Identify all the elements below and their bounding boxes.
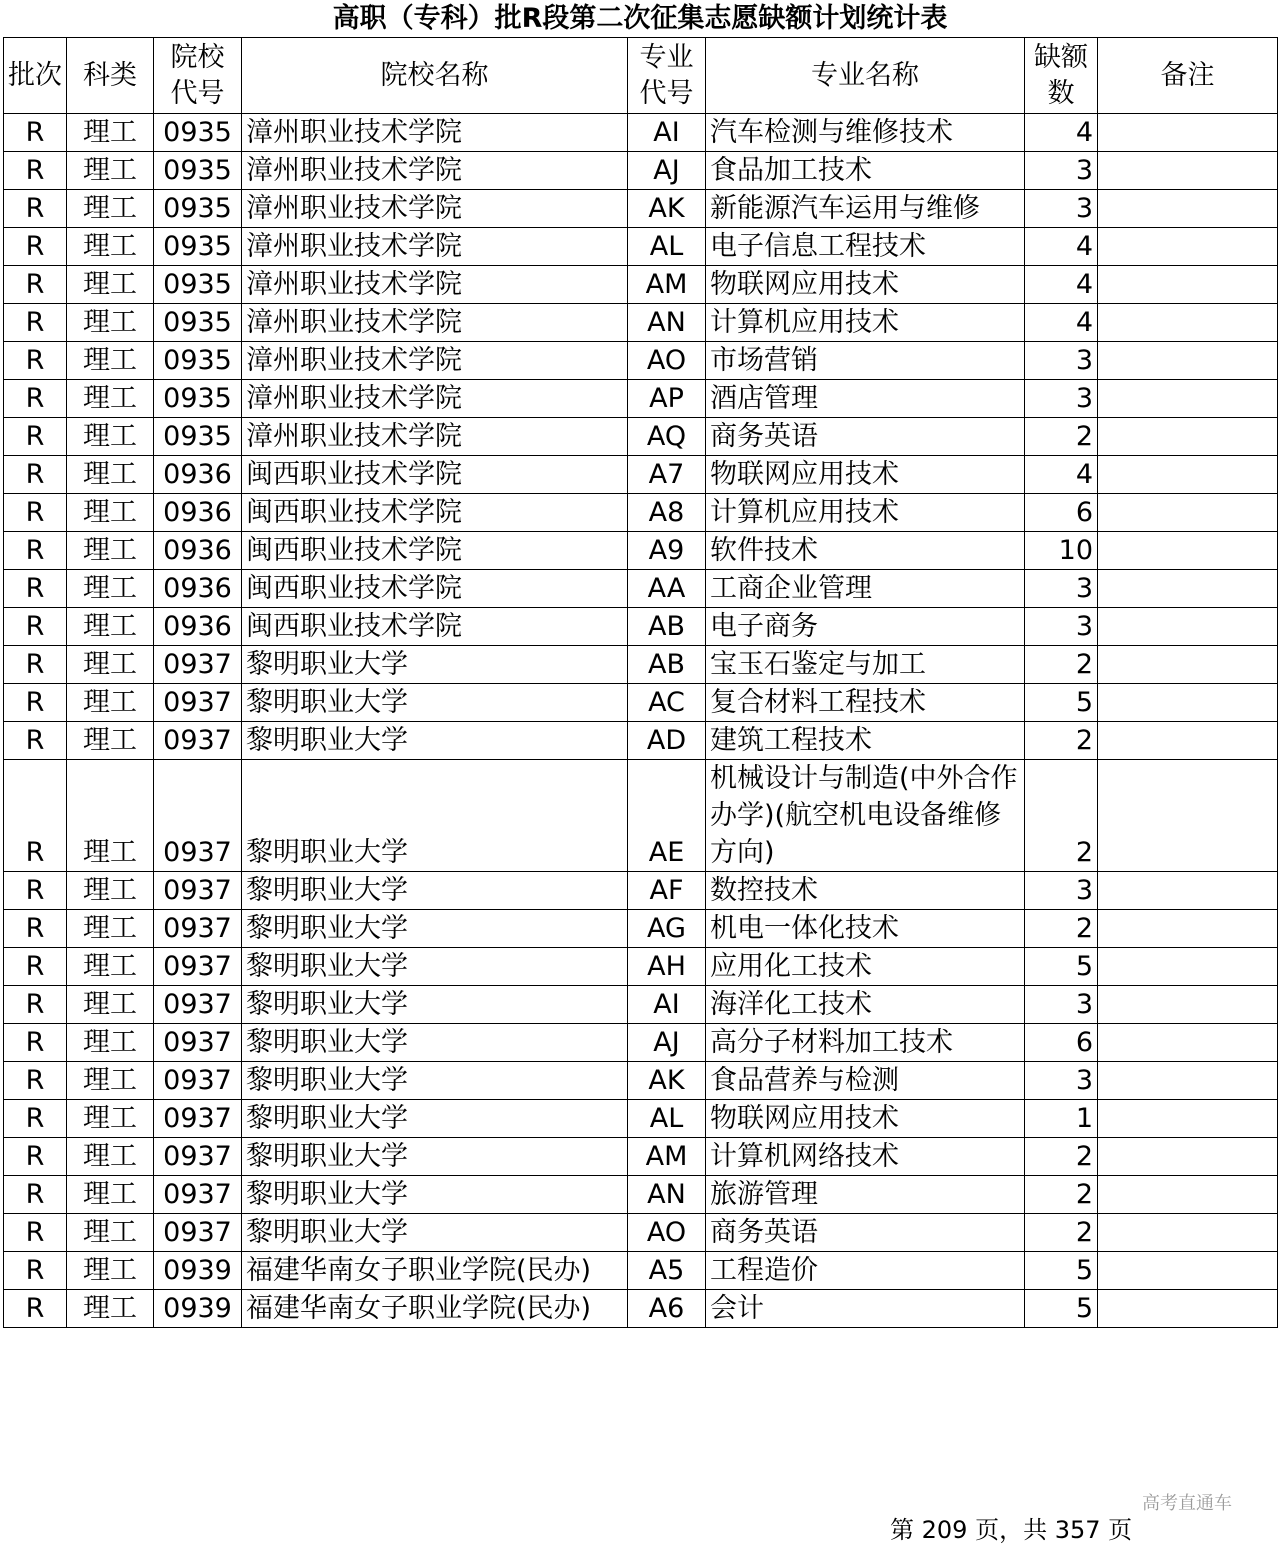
vacancy-table: [3, 37, 1278, 1328]
cell-category: 理工: [67, 1252, 154, 1290]
cell-batch: R: [4, 684, 67, 722]
cell-major-code: AM: [628, 1138, 706, 1176]
cell-vacancies: 1: [1025, 1100, 1098, 1138]
cell-school-code: 0937: [154, 722, 242, 760]
cell-major-name: 应用化工技术: [706, 948, 1025, 986]
cell-major-name: 工商企业管理: [706, 570, 1025, 608]
cell-category: 理工: [67, 1214, 154, 1252]
cell-major-name: 软件技术: [706, 532, 1025, 570]
cell-major-name: 电子商务: [706, 608, 1025, 646]
cell-major-code: AO: [628, 342, 706, 380]
cell-batch: R: [4, 266, 67, 304]
table-row: [4, 646, 1278, 684]
cell-batch: R: [4, 190, 67, 228]
cell-vacancies: 4: [1025, 304, 1098, 342]
cell-school-name: 黎明职业大学: [242, 1176, 628, 1214]
cell-note: [1098, 684, 1278, 722]
cell-major-name: 计算机网络技术: [706, 1138, 1025, 1176]
cell-major-code: AH: [628, 948, 706, 986]
cell-school-name: 漳州职业技术学院: [242, 380, 628, 418]
cell-major-name: 物联网应用技术: [706, 1100, 1025, 1138]
cell-school-code: 0937: [154, 1176, 242, 1214]
cell-major-name: 商务英语: [706, 418, 1025, 456]
cell-note: [1098, 1100, 1278, 1138]
table-row: [4, 570, 1278, 608]
cell-note: [1098, 304, 1278, 342]
header-vacancies: 缺额数: [1025, 38, 1098, 114]
cell-school-code: 0935: [154, 380, 242, 418]
cell-school-code: 0937: [154, 1138, 242, 1176]
cell-major-code: AM: [628, 266, 706, 304]
cell-note: [1098, 986, 1278, 1024]
table-body: [4, 114, 1278, 1328]
table-row: [4, 190, 1278, 228]
cell-category: 理工: [67, 646, 154, 684]
cell-category: 理工: [67, 1290, 154, 1328]
cell-major-code: AK: [628, 1062, 706, 1100]
cell-school-code: 0937: [154, 872, 242, 910]
cell-category: 理工: [67, 986, 154, 1024]
cell-school-name: 黎明职业大学: [242, 760, 628, 872]
cell-category: 理工: [67, 456, 154, 494]
cell-school-code: 0937: [154, 1062, 242, 1100]
cell-major-code: AD: [628, 722, 706, 760]
table-row: [4, 152, 1278, 190]
cell-school-code: 0935: [154, 266, 242, 304]
cell-vacancies: 3: [1025, 152, 1098, 190]
cell-school-name: 黎明职业大学: [242, 872, 628, 910]
cell-major-code: AJ: [628, 152, 706, 190]
cell-note: [1098, 948, 1278, 986]
cell-note: [1098, 1176, 1278, 1214]
cell-batch: R: [4, 1100, 67, 1138]
cell-school-code: 0937: [154, 1214, 242, 1252]
table-row: [4, 1100, 1278, 1138]
table-row: [4, 608, 1278, 646]
table-row: [4, 1176, 1278, 1214]
cell-major-code: AC: [628, 684, 706, 722]
cell-batch: R: [4, 1214, 67, 1252]
cell-vacancies: 5: [1025, 948, 1098, 986]
cell-school-name: 漳州职业技术学院: [242, 114, 628, 152]
cell-school-code: 0935: [154, 342, 242, 380]
cell-major-name: 会计: [706, 1290, 1025, 1328]
table-row: [4, 380, 1278, 418]
cell-batch: R: [4, 380, 67, 418]
cell-major-name: 海洋化工技术: [706, 986, 1025, 1024]
cell-note: [1098, 418, 1278, 456]
cell-batch: R: [4, 1176, 67, 1214]
cell-school-name: 福建华南女子职业学院(民办): [242, 1252, 628, 1290]
cell-note: [1098, 1024, 1278, 1062]
cell-major-code: AB: [628, 646, 706, 684]
cell-major-code: AN: [628, 1176, 706, 1214]
cell-batch: R: [4, 304, 67, 342]
header-school-code: 院校代号: [154, 38, 242, 114]
cell-major-name: 食品加工技术: [706, 152, 1025, 190]
cell-school-name: 黎明职业大学: [242, 910, 628, 948]
table-row: [4, 722, 1278, 760]
cell-school-code: 0936: [154, 570, 242, 608]
cell-major-code: A9: [628, 532, 706, 570]
cell-batch: R: [4, 872, 67, 910]
cell-category: 理工: [67, 380, 154, 418]
cell-category: 理工: [67, 910, 154, 948]
cell-vacancies: 5: [1025, 684, 1098, 722]
cell-vacancies: 4: [1025, 228, 1098, 266]
cell-school-name: 漳州职业技术学院: [242, 418, 628, 456]
header-row: [4, 38, 1278, 114]
cell-batch: R: [4, 342, 67, 380]
cell-vacancies: 3: [1025, 872, 1098, 910]
cell-major-code: A7: [628, 456, 706, 494]
table-row: [4, 456, 1278, 494]
cell-vacancies: 3: [1025, 380, 1098, 418]
cell-batch: R: [4, 532, 67, 570]
table-row: [4, 1024, 1278, 1062]
cell-school-name: 黎明职业大学: [242, 722, 628, 760]
cell-major-name: 计算机应用技术: [706, 304, 1025, 342]
cell-school-name: 黎明职业大学: [242, 1100, 628, 1138]
cell-major-name: 物联网应用技术: [706, 456, 1025, 494]
cell-school-code: 0937: [154, 684, 242, 722]
table-row: [4, 910, 1278, 948]
cell-vacancies: 5: [1025, 1290, 1098, 1328]
cell-note: [1098, 608, 1278, 646]
cell-school-code: 0939: [154, 1290, 242, 1328]
cell-vacancies: 5: [1025, 1252, 1098, 1290]
page-title: 高职（专科）批R段第二次征集志愿缺额计划统计表: [332, 3, 948, 34]
cell-note: [1098, 190, 1278, 228]
cell-major-code: AA: [628, 570, 706, 608]
cell-batch: R: [4, 1252, 67, 1290]
page-number: 第 209 页，共 357 页: [890, 1516, 1133, 1544]
cell-major-code: AL: [628, 228, 706, 266]
cell-major-name: 商务英语: [706, 1214, 1025, 1252]
cell-school-name: 黎明职业大学: [242, 948, 628, 986]
cell-school-name: 黎明职业大学: [242, 646, 628, 684]
table-row: [4, 1062, 1278, 1100]
cell-batch: R: [4, 1290, 67, 1328]
cell-batch: R: [4, 494, 67, 532]
cell-vacancies: 3: [1025, 1062, 1098, 1100]
cell-batch: R: [4, 1138, 67, 1176]
cell-major-code: A5: [628, 1252, 706, 1290]
table-row: [4, 304, 1278, 342]
cell-category: 理工: [67, 228, 154, 266]
cell-vacancies: 2: [1025, 418, 1098, 456]
cell-batch: R: [4, 456, 67, 494]
cell-school-name: 黎明职业大学: [242, 684, 628, 722]
table-row: [4, 418, 1278, 456]
header-major-code: 专业代号: [628, 38, 706, 114]
cell-major-name: 酒店管理: [706, 380, 1025, 418]
cell-school-code: 0935: [154, 228, 242, 266]
cell-category: 理工: [67, 1138, 154, 1176]
cell-major-name: 食品营养与检测: [706, 1062, 1025, 1100]
cell-category: 理工: [67, 1176, 154, 1214]
cell-school-code: 0936: [154, 494, 242, 532]
cell-vacancies: 2: [1025, 910, 1098, 948]
cell-major-name: 机械设计与制造(中外合作办学)(航空机电设备维修方向): [706, 760, 1025, 872]
header-major-name: 专业名称: [706, 38, 1025, 114]
cell-category: 理工: [67, 494, 154, 532]
cell-major-name: 工程造价: [706, 1252, 1025, 1290]
cell-vacancies: 2: [1025, 760, 1098, 872]
cell-batch: R: [4, 722, 67, 760]
cell-school-name: 漳州职业技术学院: [242, 228, 628, 266]
table-row: [4, 266, 1278, 304]
cell-school-code: 0935: [154, 190, 242, 228]
cell-school-code: 0935: [154, 304, 242, 342]
header-school-name: 院校名称: [242, 38, 628, 114]
cell-school-code: 0937: [154, 910, 242, 948]
cell-school-name: 黎明职业大学: [242, 1062, 628, 1100]
cell-major-name: 宝玉石鉴定与加工: [706, 646, 1025, 684]
cell-school-code: 0937: [154, 948, 242, 986]
cell-vacancies: 4: [1025, 266, 1098, 304]
table-row: [4, 114, 1278, 152]
cell-note: [1098, 570, 1278, 608]
table-row: [4, 948, 1278, 986]
cell-school-name: 闽西职业技术学院: [242, 570, 628, 608]
cell-vacancies: 2: [1025, 1214, 1098, 1252]
cell-note: [1098, 266, 1278, 304]
cell-vacancies: 4: [1025, 456, 1098, 494]
cell-school-code: 0937: [154, 646, 242, 684]
watermark-text: 高考直通车: [1142, 1493, 1232, 1514]
cell-note: [1098, 646, 1278, 684]
cell-major-name: 新能源汽车运用与维修: [706, 190, 1025, 228]
cell-major-code: A6: [628, 1290, 706, 1328]
cell-category: 理工: [67, 266, 154, 304]
cell-major-code: AF: [628, 872, 706, 910]
cell-category: 理工: [67, 342, 154, 380]
cell-category: 理工: [67, 608, 154, 646]
header-batch: 批次: [4, 38, 67, 114]
cell-major-name: 复合材料工程技术: [706, 684, 1025, 722]
cell-batch: R: [4, 152, 67, 190]
cell-batch: R: [4, 228, 67, 266]
table-row: [4, 1138, 1278, 1176]
cell-category: 理工: [67, 760, 154, 872]
cell-major-code: A8: [628, 494, 706, 532]
cell-vacancies: 4: [1025, 114, 1098, 152]
cell-school-name: 漳州职业技术学院: [242, 266, 628, 304]
cell-school-name: 黎明职业大学: [242, 1024, 628, 1062]
cell-school-code: 0937: [154, 760, 242, 872]
cell-school-code: 0937: [154, 986, 242, 1024]
cell-school-code: 0937: [154, 1024, 242, 1062]
cell-vacancies: 2: [1025, 1176, 1098, 1214]
cell-category: 理工: [67, 418, 154, 456]
cell-school-name: 漳州职业技术学院: [242, 190, 628, 228]
cell-vacancies: 2: [1025, 722, 1098, 760]
cell-note: [1098, 1062, 1278, 1100]
cell-major-name: 市场营销: [706, 342, 1025, 380]
cell-category: 理工: [67, 570, 154, 608]
cell-note: [1098, 456, 1278, 494]
cell-school-name: 闽西职业技术学院: [242, 494, 628, 532]
cell-school-name: 黎明职业大学: [242, 986, 628, 1024]
table-row: [4, 684, 1278, 722]
cell-batch: R: [4, 1062, 67, 1100]
cell-vacancies: 3: [1025, 986, 1098, 1024]
table-row: [4, 228, 1278, 266]
cell-batch: R: [4, 114, 67, 152]
cell-note: [1098, 1290, 1278, 1328]
cell-school-name: 黎明职业大学: [242, 1138, 628, 1176]
cell-school-name: 漳州职业技术学院: [242, 304, 628, 342]
cell-vacancies: 2: [1025, 646, 1098, 684]
cell-vacancies: 10: [1025, 532, 1098, 570]
table-row: [4, 1214, 1278, 1252]
cell-batch: R: [4, 418, 67, 456]
cell-note: [1098, 910, 1278, 948]
cell-note: [1098, 228, 1278, 266]
cell-major-name: 数控技术: [706, 872, 1025, 910]
cell-major-name: 建筑工程技术: [706, 722, 1025, 760]
table-row: [4, 532, 1278, 570]
cell-school-code: 0936: [154, 608, 242, 646]
cell-school-code: 0935: [154, 418, 242, 456]
cell-category: 理工: [67, 1100, 154, 1138]
cell-category: 理工: [67, 114, 154, 152]
cell-category: 理工: [67, 152, 154, 190]
cell-category: 理工: [67, 722, 154, 760]
cell-batch: R: [4, 986, 67, 1024]
cell-category: 理工: [67, 684, 154, 722]
cell-major-name: 高分子材料加工技术: [706, 1024, 1025, 1062]
cell-major-code: AN: [628, 304, 706, 342]
cell-major-code: AK: [628, 190, 706, 228]
cell-note: [1098, 760, 1278, 872]
cell-major-code: AP: [628, 380, 706, 418]
cell-category: 理工: [67, 304, 154, 342]
cell-school-name: 闽西职业技术学院: [242, 532, 628, 570]
cell-school-name: 福建华南女子职业学院(民办): [242, 1290, 628, 1328]
cell-school-name: 漳州职业技术学院: [242, 152, 628, 190]
cell-note: [1098, 1138, 1278, 1176]
cell-major-name: 旅游管理: [706, 1176, 1025, 1214]
cell-note: [1098, 1252, 1278, 1290]
cell-major-code: AJ: [628, 1024, 706, 1062]
cell-school-code: 0936: [154, 456, 242, 494]
table-row: [4, 986, 1278, 1024]
cell-category: 理工: [67, 190, 154, 228]
cell-vacancies: 2: [1025, 1138, 1098, 1176]
cell-category: 理工: [67, 872, 154, 910]
cell-batch: R: [4, 948, 67, 986]
cell-school-name: 黎明职业大学: [242, 1214, 628, 1252]
cell-batch: R: [4, 570, 67, 608]
cell-school-code: 0935: [154, 152, 242, 190]
cell-batch: R: [4, 1024, 67, 1062]
cell-major-code: AO: [628, 1214, 706, 1252]
cell-school-name: 漳州职业技术学院: [242, 342, 628, 380]
cell-note: [1098, 342, 1278, 380]
cell-note: [1098, 872, 1278, 910]
cell-major-name: 机电一体化技术: [706, 910, 1025, 948]
cell-major-name: 计算机应用技术: [706, 494, 1025, 532]
cell-note: [1098, 1214, 1278, 1252]
cell-school-name: 闽西职业技术学院: [242, 608, 628, 646]
table-row: [4, 342, 1278, 380]
table-row: [4, 1290, 1278, 1328]
table-row: [4, 494, 1278, 532]
cell-major-name: 电子信息工程技术: [706, 228, 1025, 266]
cell-note: [1098, 494, 1278, 532]
cell-vacancies: 6: [1025, 494, 1098, 532]
table-row: [4, 1252, 1278, 1290]
cell-major-code: AE: [628, 760, 706, 872]
cell-batch: R: [4, 760, 67, 872]
cell-major-code: AQ: [628, 418, 706, 456]
cell-category: 理工: [67, 1062, 154, 1100]
cell-school-code: 0939: [154, 1252, 242, 1290]
cell-batch: R: [4, 608, 67, 646]
cell-category: 理工: [67, 532, 154, 570]
cell-vacancies: 3: [1025, 570, 1098, 608]
cell-batch: R: [4, 910, 67, 948]
cell-category: 理工: [67, 1024, 154, 1062]
cell-category: 理工: [67, 948, 154, 986]
cell-school-code: 0936: [154, 532, 242, 570]
cell-major-code: AI: [628, 986, 706, 1024]
cell-school-code: 0937: [154, 1100, 242, 1138]
header-note: 备注: [1098, 38, 1278, 114]
cell-major-code: AB: [628, 608, 706, 646]
cell-note: [1098, 152, 1278, 190]
cell-school-code: 0935: [154, 114, 242, 152]
cell-note: [1098, 532, 1278, 570]
cell-note: [1098, 380, 1278, 418]
cell-major-code: AG: [628, 910, 706, 948]
cell-major-name: 汽车检测与维修技术: [706, 114, 1025, 152]
cell-vacancies: 3: [1025, 190, 1098, 228]
cell-major-code: AL: [628, 1100, 706, 1138]
header-category: 科类: [67, 38, 154, 114]
cell-note: [1098, 114, 1278, 152]
cell-note: [1098, 722, 1278, 760]
cell-vacancies: 3: [1025, 342, 1098, 380]
cell-major-code: AI: [628, 114, 706, 152]
cell-school-name: 闽西职业技术学院: [242, 456, 628, 494]
table-row: [4, 872, 1278, 910]
cell-vacancies: 3: [1025, 608, 1098, 646]
cell-vacancies: 6: [1025, 1024, 1098, 1062]
cell-major-name: 物联网应用技术: [706, 266, 1025, 304]
cell-batch: R: [4, 646, 67, 684]
table-row: [4, 760, 1278, 872]
